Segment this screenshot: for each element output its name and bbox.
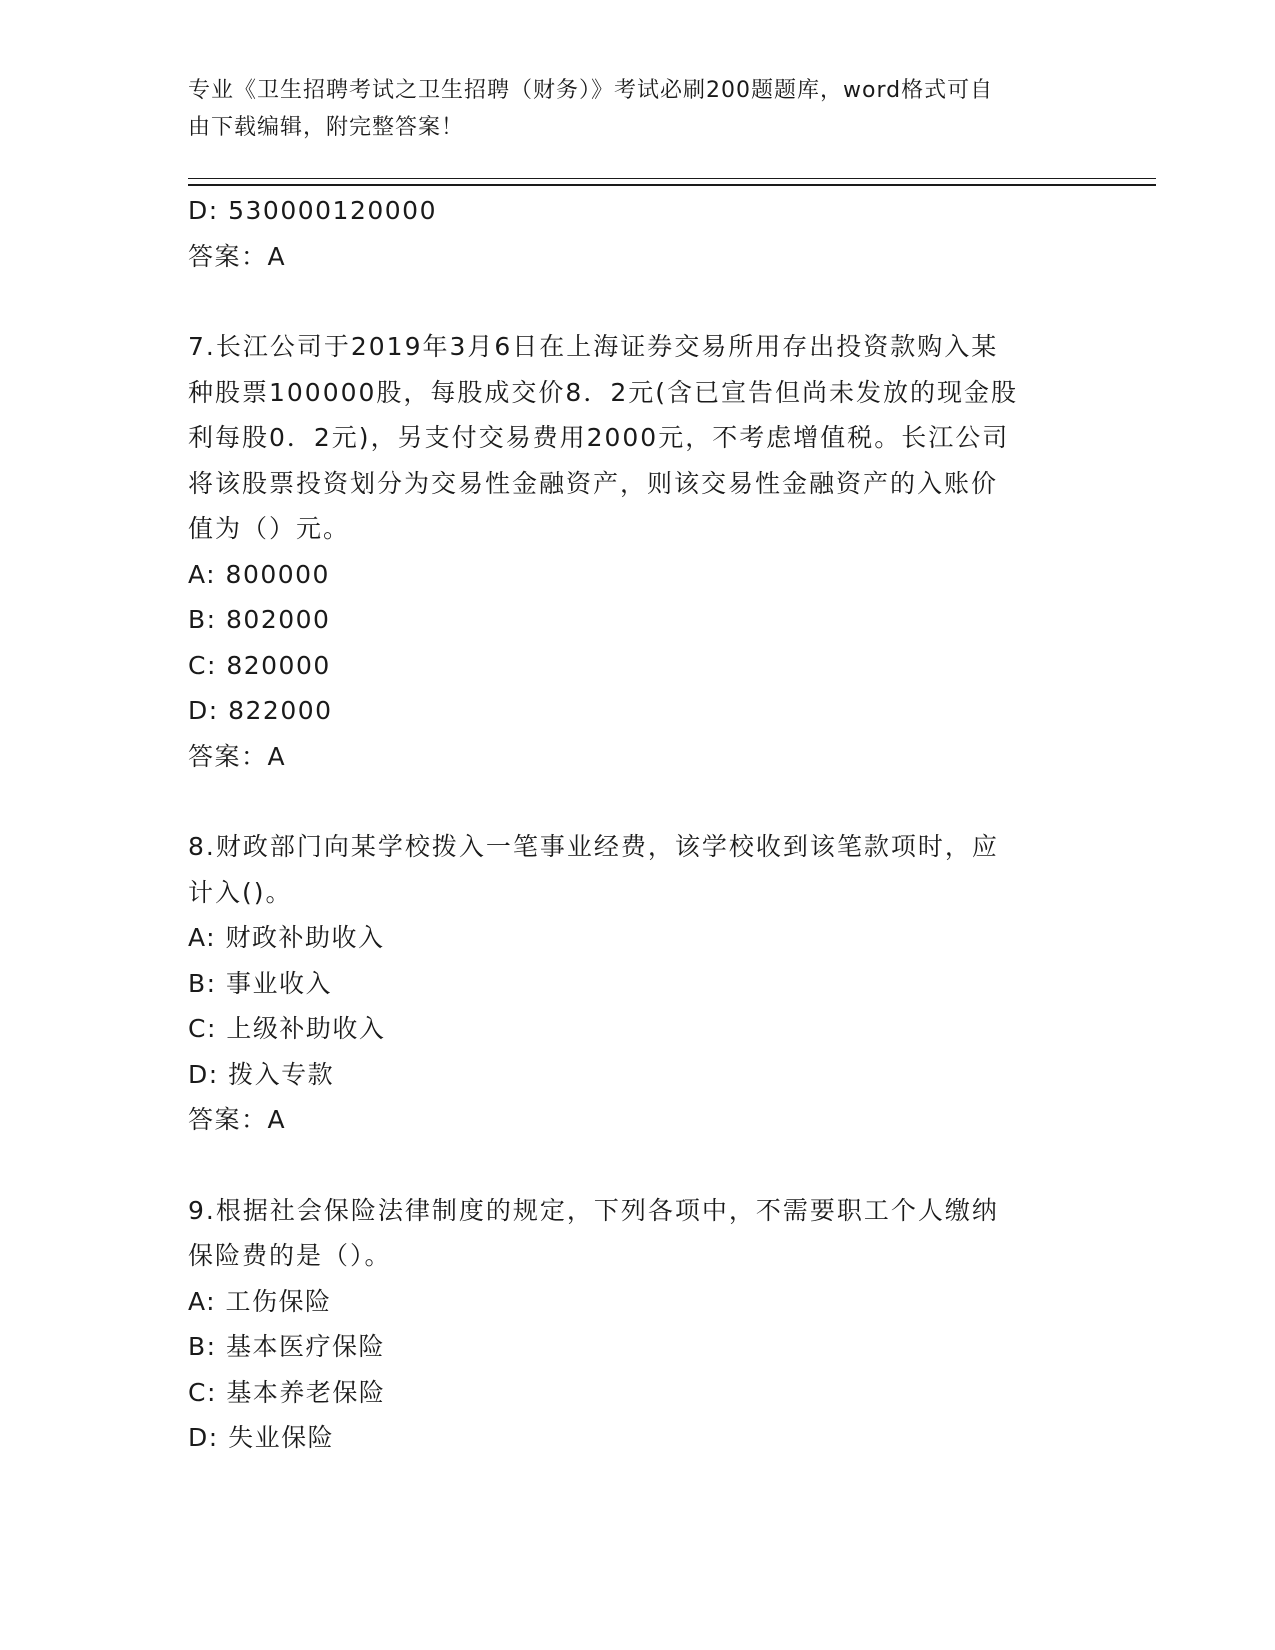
option-a: A: 工伤保险 (188, 1286, 332, 1316)
stem-line: 9.根据社会保险法律制度的规定，下列各项中，不需要职工个人缴纳 (188, 1195, 999, 1225)
header-title-line-2: 由下载编辑，附完整答案！ (188, 115, 465, 140)
question-stem (188, 824, 1088, 915)
option-c: C: 820000 (188, 650, 331, 680)
header-title-line-1: 专业《卫生招聘考试之卫生招聘（财务）》考试必刷200题题库，word格式可自 (188, 78, 994, 103)
question-stem (188, 1188, 1088, 1279)
question-9 (188, 1188, 1088, 1461)
question-stem (188, 324, 1088, 552)
stem-line: 保险费的是（）。 (188, 1241, 392, 1270)
option-c: C: 上级补助收入 (188, 1014, 386, 1043)
stem-line: 将该股票投资划分为交易性金融资产，则该交易性金融资产的入账价 (188, 468, 999, 498)
answer-line: 答案：A (188, 741, 287, 771)
document-body (188, 188, 1088, 1461)
page-header (188, 72, 1088, 146)
stem-line: 值为（）元。 (188, 514, 351, 543)
option-c: C: 基本养老保险 (188, 1377, 386, 1407)
option-b: B: 802000 (188, 605, 331, 634)
option-d: D: 822000 (188, 696, 333, 725)
stem-line: 7.长江公司于2019年3月6日在上海证券交易所用存出投资款购入某 (188, 332, 999, 361)
question-7 (188, 324, 1088, 779)
header-divider (188, 178, 1156, 186)
stem-line: 利每股0．2元)，另支付交易费用2000元，不考虑增值税。长江公司 (188, 423, 1010, 452)
answer-line: 答案：A (188, 1105, 287, 1134)
stem-line: 计入()。 (188, 877, 293, 907)
option-a: A: 800000 (188, 559, 330, 589)
answer-line: 答案：A (188, 241, 287, 271)
stem-line: 8.财政部门向某学校拨入一笔事业经费，该学校收到该笔款项时，应 (188, 832, 999, 861)
option-a: A: 财政补助收入 (188, 923, 385, 952)
previous-question-tail (188, 188, 1088, 279)
option-d: D: 拨入专款 (188, 1059, 335, 1089)
question-8 (188, 824, 1088, 1143)
option-d: D: 530000120000 (188, 196, 437, 225)
option-b: B: 事业收入 (188, 968, 333, 998)
option-d: D: 失业保险 (188, 1423, 335, 1452)
option-b: B: 基本医疗保险 (188, 1332, 386, 1361)
stem-line: 种股票100000股，每股成交价8．2元(含已宣告但尚未发放的现金股 (188, 377, 1019, 407)
